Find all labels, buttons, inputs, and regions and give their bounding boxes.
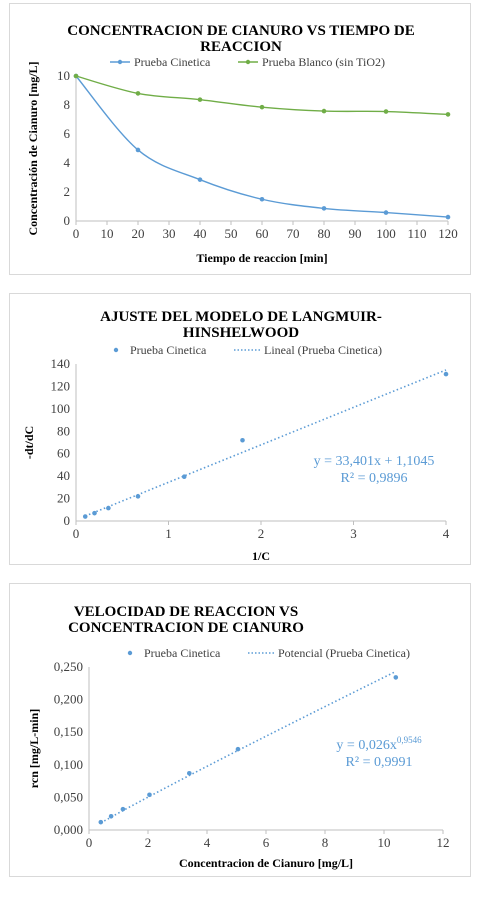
y-tick-label: 40 [57,468,70,484]
data-point [384,210,389,215]
y-tick-label: 140 [50,356,70,371]
y-axis-label: -dt/dC [22,425,36,460]
data-point [240,438,245,443]
legend-marker [246,60,250,64]
x-tick-label: 20 [131,226,145,241]
data-point [136,148,141,153]
chart-title-line: CONCENTRACION DE CIANURO [68,620,304,636]
data-point [136,494,141,499]
x-tick-label: 30 [162,226,176,241]
data-point [121,807,126,812]
data-point [446,215,451,220]
x-tick-label: 120 [438,226,458,241]
x-tick-label: 90 [348,226,362,241]
data-point [446,112,451,117]
x-tick-label: 3 [350,526,357,541]
series-line-0 [76,76,448,217]
chart-panel-2 [9,293,471,565]
x-tick-label: 100 [376,226,396,241]
x-tick-label: 70 [286,226,300,241]
data-point [74,74,79,79]
trendline-r-squared: R² = 0,9896 [340,471,408,486]
x-tick-label: 0 [72,526,80,541]
data-point [322,109,327,114]
y-tick-label: 6 [63,126,70,141]
x-tick-label: 0 [72,226,80,241]
y-tick-label: 8 [63,97,70,112]
trendline-r-squared: R² = 0,9991 [345,755,413,770]
data-point [187,771,192,776]
x-axis-label: 1/C [252,549,270,563]
data-point [198,177,203,182]
legend-marker [118,60,122,64]
data-point [384,109,389,114]
data-point [444,372,449,377]
x-tick-label: 1 [165,526,172,541]
data-point [136,91,141,96]
trendline [85,370,446,516]
data-point [260,197,265,202]
data-point [83,514,88,519]
y-tick-label: 0,050 [53,789,83,805]
data-point [109,814,114,819]
data-point [106,506,111,511]
data-point [92,511,97,516]
chart-title-line: REACCION [200,39,282,55]
y-tick-label: 10 [57,68,70,83]
y-tick-label: 80 [57,423,70,439]
y-tick-label: 0,000 [53,822,83,837]
x-tick-label: 2 [144,835,152,850]
y-tick-label: 20 [57,490,70,506]
data-point [236,747,241,752]
data-point [322,206,327,211]
x-axis-label: Concentracion de Cianuro [mg/L] [178,856,354,870]
x-tick-label: 10 [100,226,114,241]
x-tick-label: 8 [321,835,329,850]
x-tick-label: 40 [193,226,207,241]
chart-title-line: HINSHELWOOD [182,325,300,341]
data-point [260,105,265,110]
y-tick-label: 0,100 [53,756,83,772]
x-tick-label: 2 [257,526,265,541]
x-tick-label: 110 [407,226,427,241]
legend-item-label: Prueba Cinetica [130,343,207,357]
x-axis-label: Tiempo de reaccion [min] [196,251,328,265]
chart-title-line: AJUSTE DEL MODELO DE LANGMUIR- [100,309,382,325]
x-tick-label: 4 [442,526,450,541]
y-tick-label: 120 [50,378,70,394]
chart-panel-3 [9,583,471,877]
chart-1-svg [10,4,472,276]
trendline-equation-base: y = 0,026x [336,738,397,753]
y-tick-label: 4 [63,155,70,170]
x-tick-label: 4 [203,835,211,850]
chart-2-svg [10,294,472,566]
legend-trendline-label: Potencial (Prueba Cinetica) [278,646,410,660]
x-tick-label: 50 [224,226,238,241]
chart-title-line: CONCENTRACION DE CIANURO VS TIEMPO DE [67,23,415,39]
y-tick-label: 0,250 [53,659,83,674]
x-tick-label: 60 [255,226,269,241]
legend-marker [114,348,118,352]
data-point [147,792,152,797]
y-tick-label: 0 [63,513,70,528]
y-tick-label: 60 [57,445,70,461]
x-tick-label: 6 [262,835,270,850]
y-axis-label: rcn [mg/L-min] [27,708,41,789]
x-tick-label: 0 [85,835,93,850]
x-tick-label: 12 [436,835,450,850]
legend-item-label: Prueba Cinetica [134,55,211,69]
data-point [394,675,399,680]
data-point [198,97,203,102]
legend-marker [128,651,132,655]
chart-3-svg [10,584,472,878]
data-point [99,820,104,825]
y-tick-label: 0 [63,213,70,228]
trendline-equation [336,735,422,753]
y-tick-label: 0,200 [53,691,83,707]
legend-trendline-label: Lineal (Prueba Cinetica) [264,343,382,357]
y-axis-label: Concentración de Cianuro [mg/L] [26,61,40,236]
x-tick-label: 80 [317,226,331,241]
y-tick-label: 100 [50,400,70,416]
legend-item-label: Prueba Cinetica [144,646,221,660]
x-tick-label: 10 [377,835,391,850]
y-tick-label: 2 [63,184,70,199]
y-tick-label: 0,150 [53,724,83,740]
data-point [182,474,187,479]
chart-panel-1 [9,3,471,275]
trendline-equation: y = 33,401x + 1,1045 [313,454,435,469]
trendline-equation-exponent: 0,9546 [396,735,422,745]
chart-title-line: VELOCIDAD DE REACCION VS [73,604,299,620]
legend-item-label: Prueba Blanco (sin TiO2) [262,55,385,69]
